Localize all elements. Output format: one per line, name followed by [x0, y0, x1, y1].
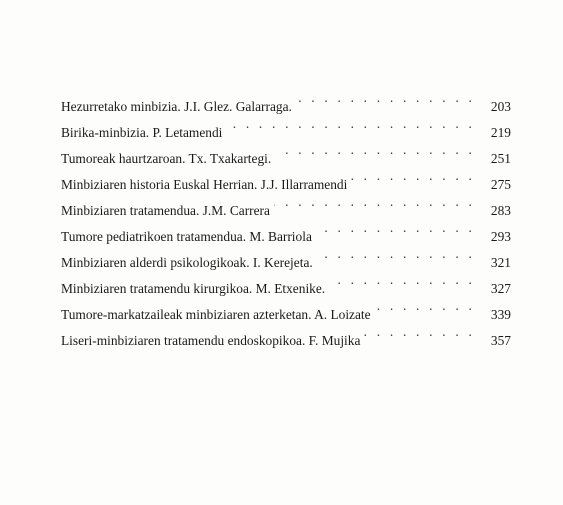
dot-leader	[274, 189, 475, 215]
dot-leader	[226, 111, 475, 137]
dot-leader	[375, 293, 475, 319]
toc-entry-title: Minbiziaren alderdi psikologikoak. I. Kerejeta.	[61, 255, 313, 270]
toc-entry-page: 339	[490, 307, 511, 322]
toc-entry-page: 283	[490, 203, 511, 218]
toc-entry-page: 275	[490, 177, 511, 192]
toc-entry-title: Minbiziaren historia Euskal Herrian. J.J. Illarramendi	[61, 177, 348, 192]
dot-leader	[275, 137, 475, 163]
toc-entry-page: 251	[490, 151, 511, 166]
toc-entry-title: Tumoreak haurtzaroan. Tx. Txakartegi.	[61, 151, 272, 166]
toc-entry-title: Liseri-minbiziaren tratamendu endoskopikoa. F. Mujika	[61, 333, 361, 348]
toc-entry-page: 321	[490, 255, 511, 270]
toc-entry-title: Minbiziaren tratamendua. J.M. Carrera	[61, 203, 270, 218]
dot-leader	[364, 319, 475, 345]
toc-entry-page: 293	[490, 229, 511, 244]
toc-entry-title: Birika-minbizia. P. Letamendi	[61, 125, 223, 140]
toc-entry-page: 203	[490, 99, 511, 114]
toc-entry-page: 357	[490, 333, 511, 348]
dot-leader	[316, 215, 475, 241]
toc-entry-page: 327	[490, 281, 511, 296]
dot-leader	[329, 267, 475, 293]
toc-entry-title: Tumore-markatzaileak minbiziaren azterketan. A. Loizate	[61, 307, 371, 322]
toc-entry-title: Tumore pediatrikoen tratamendua. M. Barriola	[61, 229, 312, 244]
toc-entry-title: Hezurretako minbizia. J.I. Glez. Galarraga.	[61, 99, 292, 114]
table-of-contents	[61, 85, 511, 348]
dot-leader	[317, 241, 475, 267]
dot-leader	[351, 163, 475, 189]
dot-leader	[296, 85, 475, 111]
toc-entry	[61, 85, 511, 114]
toc-entry-page: 219	[490, 125, 511, 140]
toc-entry-title: Minbiziaren tratamendu kirurgikoa. M. Etxenike.	[61, 281, 326, 296]
